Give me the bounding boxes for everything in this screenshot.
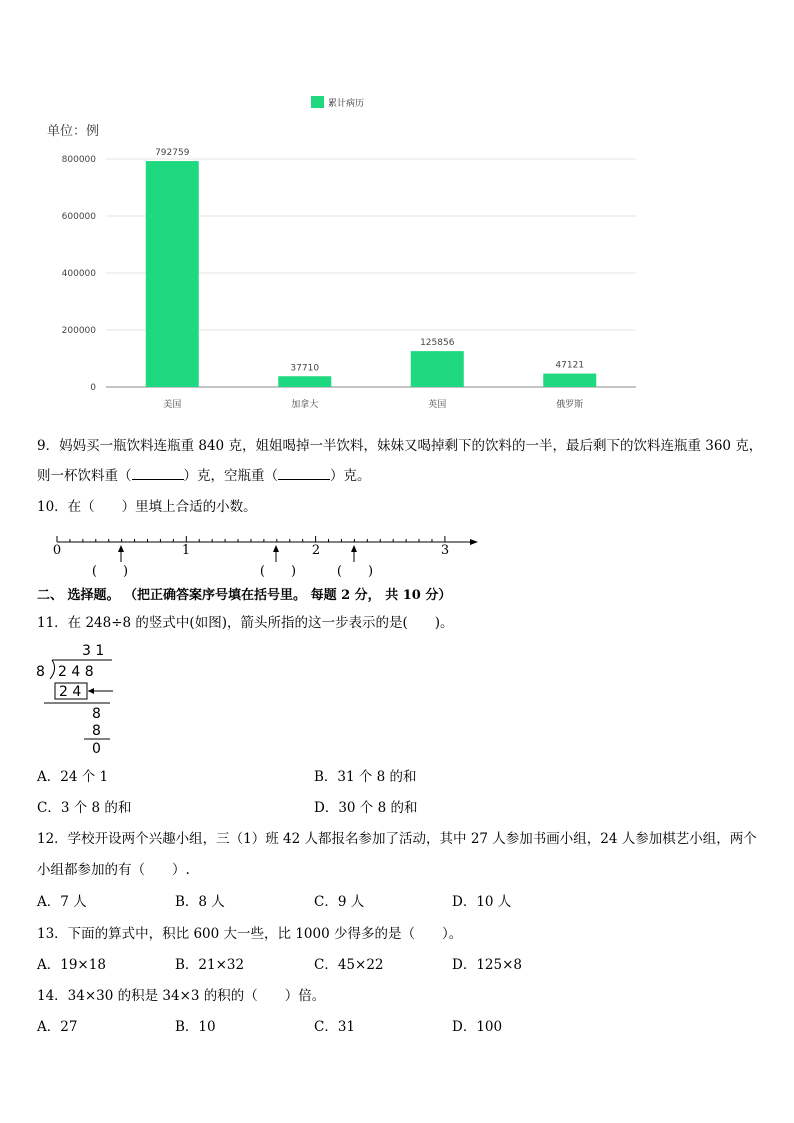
q11-option-a[interactable]: A．24 个 1 [37,769,109,785]
q12-option-b[interactable]: B．8 人 [175,894,225,910]
q14-option-a[interactable]: A．27 [37,1019,78,1035]
number-line-label-3: 3 [440,543,450,558]
legend-swatch [311,96,324,108]
answer-paren-1[interactable]: ( ) [91,564,129,579]
division-step-1: 2 4 [59,684,82,700]
x-tick-labels [163,398,583,410]
q9-blank-bottle[interactable] [278,467,330,480]
q13-option-b[interactable]: B．21×32 [175,957,245,973]
q12-option-a[interactable]: A．7 人 [37,894,87,910]
bar-chart [0,0,794,420]
y-tick-label: 0 [90,383,96,393]
y-tick-label: 200000 [61,326,96,336]
y-tick-label: 600000 [61,212,96,222]
q9-text-b: ）克，空瓶重（ [183,468,278,484]
division-step-3: 8 [92,723,101,739]
division-step-2: 8 [92,706,101,722]
up-arrow-icon [351,545,357,562]
q12-option-d[interactable]: D．10 人 [452,894,512,910]
up-arrow-icon [273,545,279,562]
q11-option-b[interactable]: B．31 个 8 的和 [314,769,417,785]
legend-label: 累计病历 [328,99,365,109]
answer-paren-3[interactable]: ( ) [336,564,374,579]
number-line [0,530,794,580]
question-12-line-1: 12．学校开设两个兴趣小组，三（1）班 42 人都报名参加了活动，其中 27 人参加书画小组，24 人参加棋艺小组，两个 [37,831,757,847]
data-label: 37710 [290,363,320,374]
question-11: 11．在 248÷8 的竖式中(如图)，箭头所指的这一步表示的是( )。 [37,615,454,631]
q11-option-c[interactable]: C．3 个 8 的和 [37,800,132,816]
number-line-label-2: 2 [311,543,321,558]
q9-text-a: 则一杯饮料重（ [37,468,132,484]
unit-label: 单位：例 [47,124,100,139]
division-remainder: 0 [92,741,101,757]
bar [411,351,464,387]
x-tick-label: 英国 [428,400,447,410]
y-tick-labels [62,155,97,393]
left-arrow-icon [88,688,94,694]
data-labels [155,148,584,373]
division-dividend: 2 4 8 [58,664,94,680]
question-14: 14．34×30 的积是 34×3 的积的（ ）倍。 [37,988,326,1004]
number-line-label-0: 0 [52,543,62,558]
x-tick-label: 美国 [163,400,182,410]
y-tick-label: 800000 [61,155,96,165]
number-line-minor-ticks [57,536,445,542]
data-label: 792759 [155,148,190,159]
q11-option-d[interactable]: D．30 个 8 的和 [314,800,418,816]
x-tick-label: 加拿大 [291,400,319,410]
bar [146,161,199,387]
question-9-line-1: 9．妈妈买一瓶饮料连瓶重 840 克，姐姐喝掉一半饮料，妹妹又喝掉剩下的饮料的一半，最后剩下的饮料连瓶重 360 克， [37,438,763,454]
number-line-arrowhead [470,539,478,545]
data-label: 47121 [555,360,585,371]
q14-option-d[interactable]: D．100 [452,1019,503,1035]
q14-option-c[interactable]: C．31 [314,1019,356,1035]
q12-option-c[interactable]: C．9 人 [314,894,365,910]
question-13: 13．下面的算式中，积比 600 大一些，比 1000 少得多的是（ ）。 [37,926,463,942]
question-12-line-2: 小组都参加的有（ ）. [37,862,190,878]
chart-bars [146,161,597,387]
bar [278,376,331,387]
question-10: 10．在（ ）里填上合适的小数。 [37,499,257,515]
number-line-label-1: 1 [181,543,191,558]
q13-option-c[interactable]: C．45×22 [314,957,384,973]
section-2-title: 二、 选择题。 （把正确答案序号填在括号里。 每题 2 分， 共 10 分） [37,588,452,603]
up-arrow-icon [118,545,124,562]
long-division-diagram [30,640,130,760]
answer-paren-2[interactable]: ( ) [259,564,297,579]
q9-text-c: ）克。 [330,468,371,484]
division-quotient: 3 1 [82,643,105,659]
data-label: 125856 [420,338,455,349]
x-tick-label: 俄罗斯 [556,400,584,410]
q9-blank-cup[interactable] [132,467,184,480]
bar [543,374,596,387]
question-9-line-2 [37,467,371,485]
y-tick-label: 400000 [61,269,96,279]
division-bracket [50,660,55,679]
q13-option-d[interactable]: D．125×8 [452,957,522,973]
q14-option-b[interactable]: B．10 [175,1019,216,1035]
division-divisor: 8 [36,664,45,680]
q13-option-a[interactable]: A．19×18 [37,957,106,973]
